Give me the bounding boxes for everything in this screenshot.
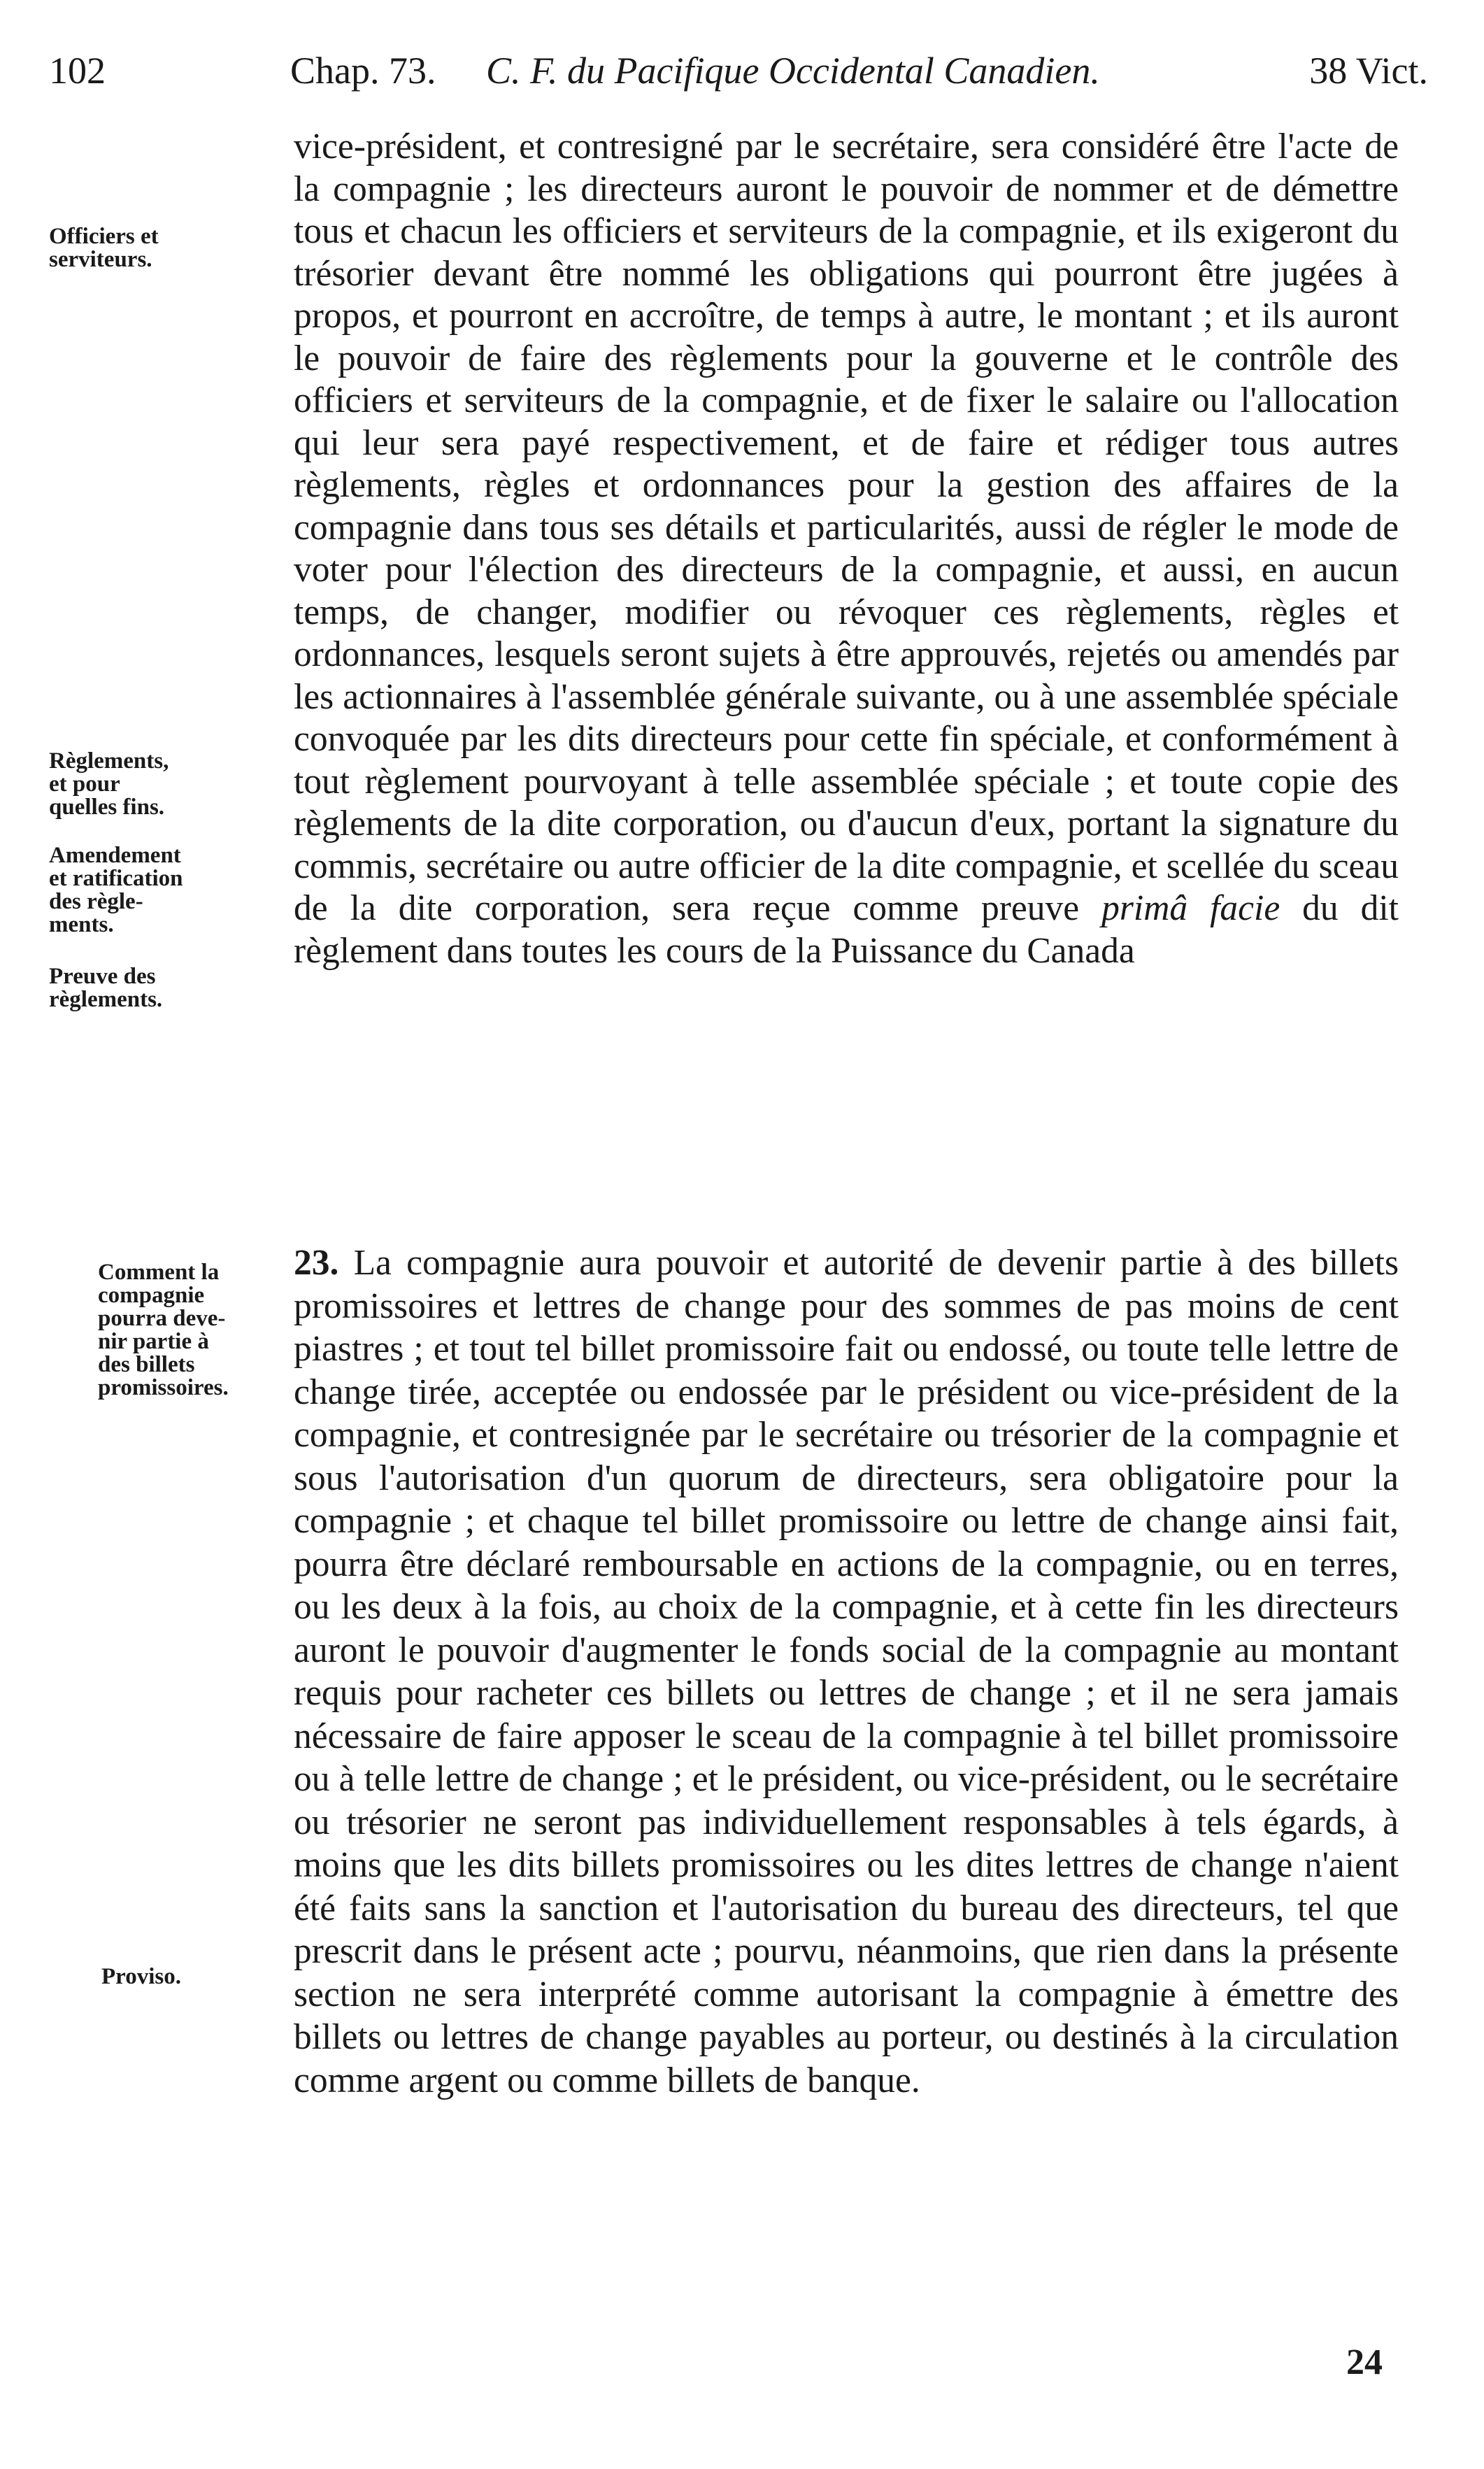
page-number: 102 <box>49 50 106 92</box>
margin-note-line: règlements. <box>49 987 163 1012</box>
section-text: La compagnie aura pouvoir et autorité de devenir partie à des billets promissoires et lettres de change pour des sommes de pas moins de cent piastres ; et tout tel billet promissoire fait ou endossé, ou toute telle lettre de change tirée, acceptée ou endossée par le président ou vice-président de la compagnie, et contresignée par le secrétaire ou trésorier de la compagnie et sous l'autorisation d'un quorum de directeurs, sera obligatoire pour la compagnie ; et chaque tel billet promissoire ou lettre de change ainsi fait, pourra être déclaré remboursable en actions de la compagnie, ou en terres, ou les deux à la fois, au choix de la compagnie, et à cette fin les directeurs auront le pouvoir d'augmenter le fonds social de la compagnie au montant requis pour racheter ces billets ou lettres de change ; et il ne sera jamais nécessaire de faire apposer le sceau de la compagnie à tel billet promissoire ou à telle lettre de change ; et le président, ou vice-président, ou le secrétaire ou trésorier ne seront pas individuellement responsables à tels égards, à moins que les dits billets promissoires ou les dites lettres de change n'aient été faits sans la sanction et l'autorisation du bureau des directeurs, tel que prescrit dans le présent acte ; pourvu, néanmoins, que rien dans la présente section ne sera interprété comme autorisant la compagnie à émettre des billets ou lettres de change payables au porteur, ou destinés à la circulation comme argent ou comme billets de banque. <box>294 1243 1399 2100</box>
section-number: 23. <box>294 1243 339 1283</box>
regnal-year: 38 Vict. <box>1309 50 1428 92</box>
margin-note-proviso <box>101 1965 283 1988</box>
running-header <box>49 49 1428 105</box>
margin-note-line: nir partie à <box>98 1329 209 1354</box>
margin-note-line: pourra deve- <box>98 1306 226 1331</box>
margin-note-line: et ratification <box>49 866 183 891</box>
margin-note-line: Règlements, <box>49 748 169 774</box>
margin-note-reglements <box>49 750 287 819</box>
margin-note-line: et pour <box>49 771 120 797</box>
paragraph-text-before: vice-président, et contresigné par le secrétaire, sera considéré être l'acte de la compagnie ; les directeurs auront le pouvoir de nommer et de démettre tous et chacun les officiers et serviteurs de la compagnie, et ils exigeront du trésorier devant être nommé les obligations qui pourront être jugées à propos, et pourront en accroître, de temps à autre, le montant ; et ils auront le pouvoir de faire des règlements pour la gouverne et le contrôle des officiers et serviteurs de la compagnie, et de fixer le salaire ou l'allocation qui leur sera payé respectivement, et de faire et rédiger tous autres règlements, règles et ordonnances pour la gestion des affaires de la compagnie dans tous ses détails et particularités, aussi de régler le mode de voter pour l'élection des directeurs de la compagnie, et aussi, en aucun temps, de changer, modifier ou révoquer ces règlements, règles et ordonnances, lesquels seront sujets à être approuvés, rejetés ou amendés par les actionnaires à l'assemblée générale suivante, ou à une assemblée spéciale convoquée par les dits directeurs pour cette fin spéciale, et conformément à tout règlement pourvoyant à telle assemblée spéciale ; et toute copie des règlements de la dite corporation, ou d'aucun d'eux, portant la signature du commis, secrétaire ou autre officier de la dite compagnie, et scellée du sceau de la dite corporation, sera reçue comme preuve <box>294 127 1399 928</box>
margin-note-line: Officiers et <box>49 224 159 249</box>
margin-note-line: Preuve des <box>49 964 156 989</box>
margin-note-line: compagnie <box>98 1283 205 1308</box>
body-paragraph-section-23 <box>294 1241 1399 2102</box>
margin-note-line: des règle- <box>49 889 143 914</box>
margin-note-line: quelles fins. <box>49 795 165 820</box>
margin-note-comment <box>98 1261 287 1400</box>
margin-note-line: des billets <box>98 1352 195 1377</box>
act-title: C. F. du Pacifique Occidental Canadien. <box>486 50 1100 92</box>
body-paragraph-1 <box>294 126 1399 972</box>
margin-note-officiers <box>49 225 280 271</box>
margin-note-preuve <box>49 965 280 1011</box>
margin-note-line: promissoires. <box>98 1375 229 1400</box>
margin-note-line: Proviso. <box>101 1964 181 1989</box>
margin-note-line: Comment la <box>98 1260 220 1285</box>
paragraph-text <box>294 126 1399 972</box>
margin-note-amendement <box>49 844 287 937</box>
paragraph-text <box>294 1241 1399 2102</box>
prima-facie-italic: primâ facie <box>1101 888 1280 928</box>
catchword: 24 <box>1346 2342 1383 2382</box>
paragraph-text-after: du dit règlement dans toutes les cours de la Puissance du Canada <box>294 888 1399 971</box>
chapter-label: Chap. 73. <box>290 50 436 92</box>
margin-note-line: ments. <box>49 912 114 937</box>
margin-note-line: serviteurs. <box>49 247 152 272</box>
margin-note-line: Amendement <box>49 843 181 868</box>
